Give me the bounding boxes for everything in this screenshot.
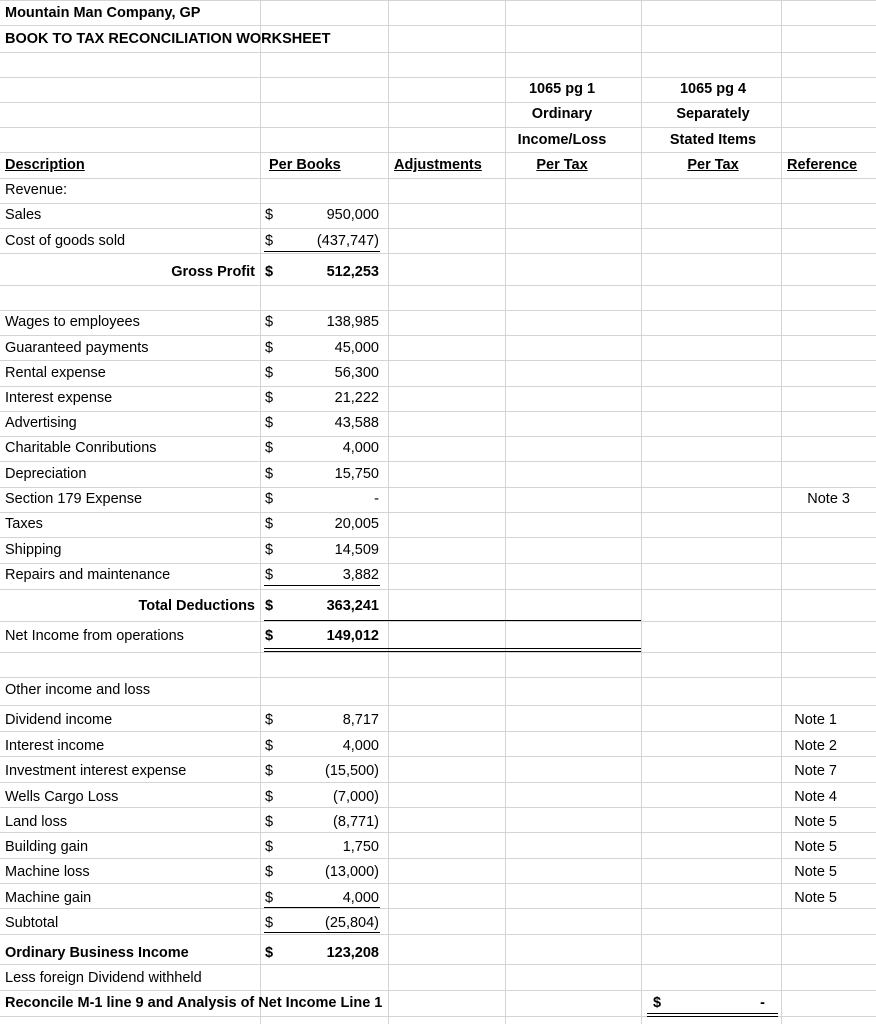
subtotal-label: Subtotal [5, 915, 59, 931]
row-gridline [0, 335, 876, 336]
deduction-amount: 20,005 [334, 516, 379, 532]
row-gridline [0, 25, 876, 26]
other-row-label: Interest income [5, 738, 105, 754]
header-1065-pg1-line: Income/Loss [517, 132, 607, 148]
row-gridline [0, 537, 876, 538]
row-gridline [0, 782, 876, 783]
deduction-label: Section 179 Expense [5, 491, 143, 507]
deduction-label: Guaranteed payments [5, 340, 149, 356]
gross-profit-currency: $ [265, 264, 274, 280]
deduction-label: Rental expense [5, 365, 106, 381]
deduction-currency: $ [265, 340, 274, 356]
net-income-label: Net Income from operations [5, 628, 184, 644]
row-gridline [0, 127, 876, 128]
row-gridline [0, 0, 876, 1]
subtotal-underline [264, 932, 380, 933]
deduction-label: Taxes [5, 516, 43, 532]
deduction-amount: 15,750 [334, 466, 379, 482]
deduction-currency: $ [265, 314, 274, 330]
other-row-reference: Note 5 [794, 890, 837, 906]
deduction-label: Interest expense [5, 390, 113, 406]
row-gridline [0, 360, 876, 361]
reconcile-currency: $ [653, 995, 662, 1011]
header-1065-pg4-line: Separately [676, 106, 750, 122]
header-reference: Reference [787, 157, 858, 173]
subtotal-amount: (25,804) [324, 915, 379, 931]
revenue-label: Revenue: [5, 182, 68, 198]
header-per-books: Per Books [269, 157, 341, 173]
row-gridline [0, 152, 876, 153]
row-gridline [0, 285, 876, 286]
other-row-amount: (7,000) [333, 789, 379, 805]
row-gridline [0, 411, 876, 412]
row-gridline [0, 832, 876, 833]
deduction-amount: 14,509 [334, 542, 379, 558]
foreign-dividend-label: Less foreign Dividend withheld [5, 970, 202, 986]
cogs-underline [264, 251, 380, 252]
other-row-amount: (8,771) [333, 814, 379, 830]
header-1065-pg4-line: Per Tax [687, 157, 739, 173]
row-gridline [0, 178, 876, 179]
deduction-amount: 3,882 [342, 567, 379, 583]
other-row-reference: Note 4 [794, 789, 837, 805]
deduction-amount: - [374, 491, 379, 507]
deduction-currency: $ [265, 415, 274, 431]
other-row-currency: $ [265, 839, 274, 855]
other-row-amount: 8,717 [342, 712, 379, 728]
row-gridline [0, 908, 876, 909]
deduction-label: Shipping [5, 542, 62, 558]
other-row-amount: (15,500) [324, 763, 379, 779]
deduction-currency: $ [265, 466, 274, 482]
revenue-row-currency: $ [265, 207, 274, 223]
deduction-label: Advertising [5, 415, 77, 431]
row-gridline [0, 487, 876, 488]
deduction-amount: 21,222 [334, 390, 379, 406]
revenue-row-currency: $ [265, 233, 274, 249]
deduction-currency: $ [265, 365, 274, 381]
row-gridline [0, 807, 876, 808]
other-row-reference: Note 2 [794, 738, 837, 754]
other-row-label: Investment interest expense [5, 763, 187, 779]
row-gridline [0, 310, 876, 311]
row-gridline [0, 621, 876, 622]
total-deductions-amount: 363,241 [326, 598, 379, 614]
net-income-currency: $ [265, 628, 274, 644]
deduction-amount: 43,588 [334, 415, 379, 431]
other-income-label: Other income and loss [5, 682, 151, 698]
row-gridline [0, 436, 876, 437]
revenue-row-label: Sales [5, 207, 42, 223]
other-row-currency: $ [265, 814, 274, 830]
other-row-label: Land loss [5, 814, 68, 830]
net-income-double-line-1 [264, 648, 641, 649]
row-gridline [0, 512, 876, 513]
revenue-row-label: Cost of goods sold [5, 233, 126, 249]
other-row-reference: Note 7 [794, 763, 837, 779]
row-gridline [0, 563, 876, 564]
revenue-row-amount: 950,000 [326, 207, 379, 223]
ordinary-income-currency: $ [265, 945, 274, 961]
row-gridline [0, 461, 876, 462]
row-gridline [0, 203, 876, 204]
deduction-amount: 56,300 [334, 365, 379, 381]
header-1065-pg1-line: Per Tax [536, 157, 588, 173]
other-row-reference: Note 1 [794, 712, 837, 728]
header-1065-pg1-line: Ordinary [531, 106, 593, 122]
total-deductions-label: Total Deductions [138, 598, 255, 614]
reconcile-double-line-2 [647, 1016, 778, 1017]
other-row-amount: 4,000 [342, 738, 379, 754]
row-gridline [0, 858, 876, 859]
revenue-row-amount: (437,747) [316, 233, 379, 249]
row-gridline [0, 934, 876, 935]
other-row-label: Dividend income [5, 712, 113, 728]
other-row-currency: $ [265, 864, 274, 880]
header-1065-pg4-line: 1065 pg 4 [679, 81, 747, 97]
gross-profit-amount: 512,253 [326, 264, 379, 280]
deduction-label: Depreciation [5, 466, 87, 482]
deductions-underline [264, 585, 380, 586]
company-name: Mountain Man Company, GP [5, 5, 201, 21]
reconcile-double-line-1 [647, 1013, 778, 1014]
row-gridline [0, 756, 876, 757]
subtotal-currency: $ [265, 915, 274, 931]
deduction-label: Wages to employees [5, 314, 140, 330]
deduction-currency: $ [265, 567, 274, 583]
row-gridline [0, 652, 876, 653]
other-row-label: Wells Cargo Loss [5, 789, 119, 805]
row-gridline [0, 589, 876, 590]
deduction-amount: 138,985 [326, 314, 379, 330]
deduction-amount: 4,000 [342, 440, 379, 456]
header-adjustments: Adjustments [394, 157, 482, 173]
row-gridline [0, 883, 876, 884]
other-row-reference: Note 5 [794, 839, 837, 855]
other-row-reference: Note 5 [794, 864, 837, 880]
deduction-label: Repairs and maintenance [5, 567, 171, 583]
net-income-amount: 149,012 [326, 628, 379, 644]
row-gridline [0, 386, 876, 387]
other-row-amount: 1,750 [342, 839, 379, 855]
row-gridline [0, 77, 876, 78]
ordinary-income-label: Ordinary Business Income [5, 945, 189, 961]
other-row-label: Machine loss [5, 864, 90, 880]
row-gridline [0, 964, 876, 965]
other-row-reference: Note 5 [794, 814, 837, 830]
other-row-currency: $ [265, 890, 274, 906]
row-gridline [0, 677, 876, 678]
gross-profit-label: Gross Profit [171, 264, 255, 280]
total-deductions-currency: $ [265, 598, 274, 614]
deduction-currency: $ [265, 516, 274, 532]
other-row-currency: $ [265, 763, 274, 779]
other-underline [264, 907, 380, 908]
worksheet-title: BOOK TO TAX RECONCILIATION WORKSHEET [5, 31, 331, 47]
row-gridline [0, 253, 876, 254]
deduction-currency: $ [265, 440, 274, 456]
other-row-label: Machine gain [5, 890, 92, 906]
other-row-currency: $ [265, 738, 274, 754]
row-gridline [0, 731, 876, 732]
header-1065-pg1-line: 1065 pg 1 [528, 81, 596, 97]
total-deductions-underline [264, 620, 641, 621]
other-row-currency: $ [265, 712, 274, 728]
deduction-currency: $ [265, 491, 274, 507]
net-income-double-line-2 [264, 651, 641, 652]
other-row-label: Building gain [5, 839, 89, 855]
row-gridline [0, 52, 876, 53]
deduction-currency: $ [265, 542, 274, 558]
row-gridline [0, 102, 876, 103]
deduction-currency: $ [265, 390, 274, 406]
reconcile-label: Reconcile M-1 line 9 and Analysis of Net Income Line 1 [5, 995, 383, 1011]
deduction-amount: 45,000 [334, 340, 379, 356]
ordinary-income-amount: 123,208 [326, 945, 379, 961]
row-gridline [0, 990, 876, 991]
other-row-amount: 4,000 [342, 890, 379, 906]
header-description: Description [5, 157, 85, 173]
header-1065-pg4-line: Stated Items [669, 132, 757, 148]
other-row-currency: $ [265, 789, 274, 805]
deduction-label: Charitable Conributions [5, 440, 157, 456]
other-row-amount: (13,000) [324, 864, 379, 880]
reconcile-amount: - [760, 995, 765, 1011]
row-gridline [0, 228, 876, 229]
deduction-reference: Note 3 [807, 491, 850, 507]
row-gridline [0, 705, 876, 706]
